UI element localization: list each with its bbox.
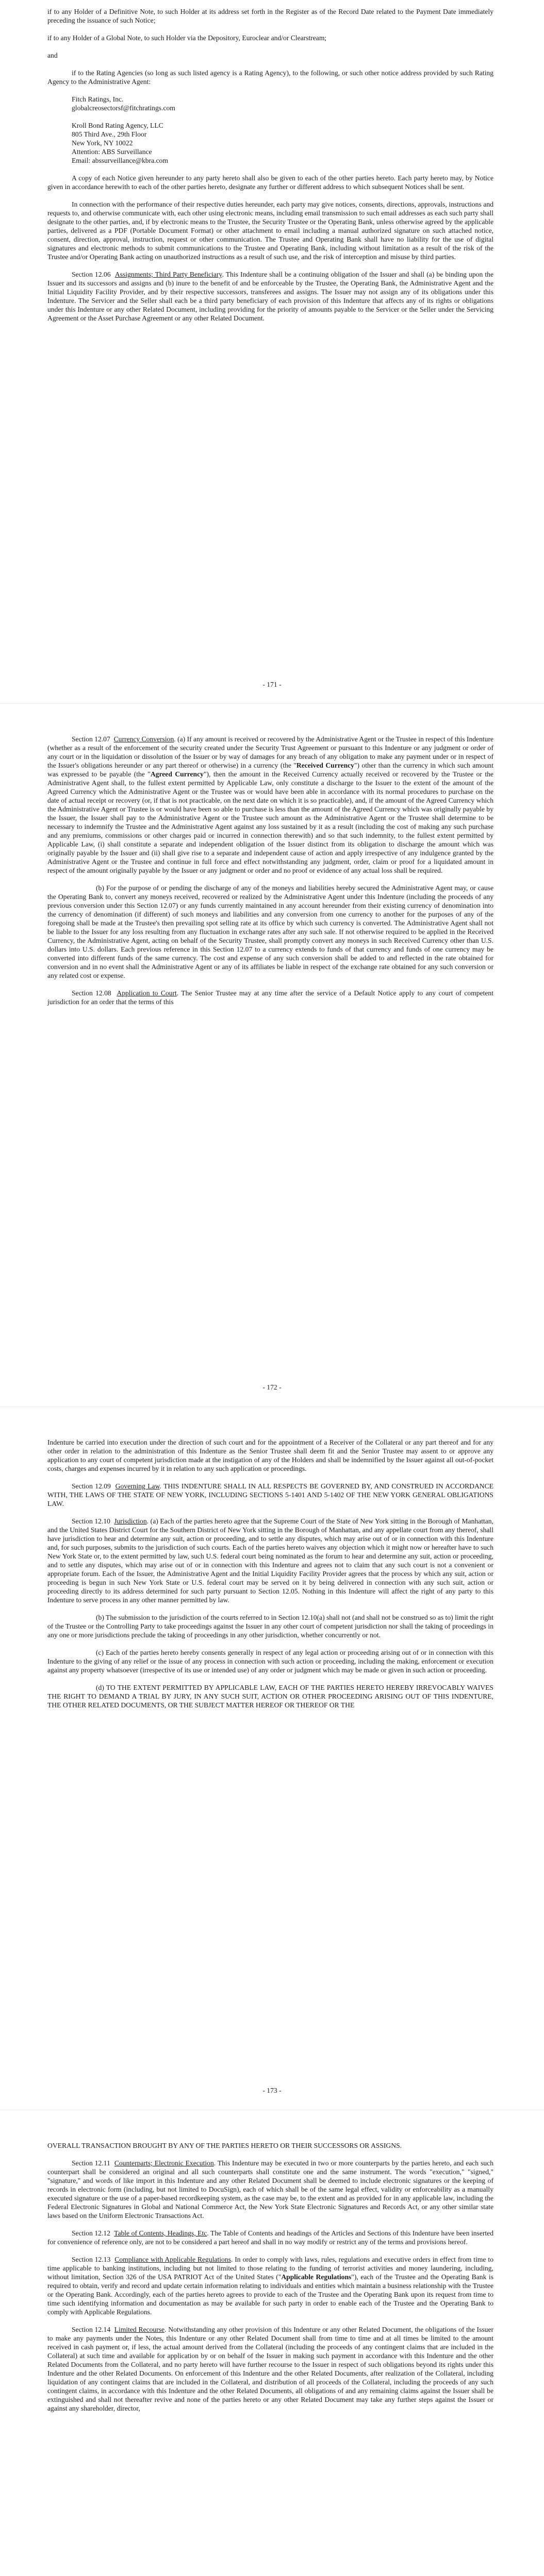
section-12-07 [47, 735, 493, 875]
section-body: "), then the amount in the Received Currency actually received or recovered by the Trustee or the Administrative Agent shall, to the fullest extent permitted by Applicable Law, only constitute a discharge to the Issuer to the extent of the amount of the Agreed Currency which the Administrative Agent or the Trustee was or would have been able in accordance with its normal procedures to purchase on the date of actual receipt or recovery (or, if that is not practicable, on the next date on which it is so practicable), and, if the amount of the Agreed Currency which the Administrative Agent or Trustee is or would have been so able to purchase is less than the amount of the Agreed Currency which was originally payable by the Issuer, the Issuer shall pay to the Administrative Agent or the Trustee such amount as the Administrative Agent or the Trustee shall determine to be necessary to indemnify the Trustee and the Administrative Agent against any loss sustained by it as a result (including the cost of making any such purchase and any premiums, commissions or other charges paid or incurred in connection therewith) and so that such indemnity, to the fullest extent permitted by Applicable Law, (i) shall constitute a separate and independent obligation of the Issuer distinct from its obligation to discharge the amount which was originally payable by the Issuer and (ii) shall give rise to a separate and independent cause of action and apply irrespective of any indulgence granted by the Administrative Agent or the Trustee and continue in full force and effect notwithstanding any judgment, order, claim or proof for a liquidated amount in respect of the amount originally payable by the Issuer or any judgment or order and no proof or evidence of any actual loss shall be required. [47, 770, 493, 874]
section-12-11 [47, 2159, 493, 2220]
section-12-10-b: (b) The submission to the jurisdiction of the courts referred to in Section 12.10(a) shall not (and shall not be construed so as to) limit the right of the Trustee or the Controlling Party to take proceedings against the Issuer in any other court of competent jurisdiction nor shall the taking of proceedings in any one or more jurisdictions preclude the taking of proceedings in any other jurisdiction, whether concurrently or not. [47, 1614, 493, 1639]
section-body: . The Table of Contents and headings of the Articles and Sections of this Indenture have been inserted for convenience of reference only, are not to be considered a part hereof and shall in no way modify or restrict any of the terms and provisions hereof. [47, 2229, 493, 2246]
section-body: . (a) Each of the parties hereto agree that the Supreme Court of the State of New York sitting in the Borough of Manhattan, and the United States District Court for the Southern District of New York sitting in the Borough of Manhattan, and any appellate court from any thereof, shall have jurisdiction to hear and determine any suit, action or proceeding, and to settle any disputes, which may arise out of or in connection with this Indenture and, for such purposes, submits to the jurisdiction of such courts. Each of the parties hereto waives any objection which it might now or hereafter have to such New York State or, to the extent permitted by law, such U.S. federal court being nominated as the forum to hear and determine any suit, action or proceeding, and to settle any disputes, which may arise out of or in connection with this Indenture and agrees not to claim that any such court is not a convenient or appropriate forum. Each of the Issuer, the Administrative Agent and the Initial Liquidity Facility Provider agrees that the process by which any suit, action or proceeding is begun in such New York State or U.S. federal court may be served on it by being delivered in connection with any such suit, action or proceeding directly to its address determined for such party pursuant to Section 12.05. Nothing in this Indenture will affect the right of any party to this Indenture to serve process in any other manner permitted by law. [47, 1517, 494, 1604]
address-email: globalcreosectorsf@fitchratings.com [72, 104, 175, 112]
section-heading: Table of Contents, Headings, Etc [114, 2229, 207, 2237]
section-heading: Compliance with Applicable Regulations [114, 2256, 231, 2263]
paragraph-continuation: Indenture be carried into execution under the direction of such court and for the appointment of a Receiver of the Collateral or any part thereof and for any other order in relation to the administration of this Indenture as the Senior Trustee shall deem fit and the Senior Trustee may assent to or approve any application to any court of competent jurisdiction made at the instigation of any of the Holders and shall be indemnified by the Issuer against all out-of-pocket costs, charges and expenses incurred by it in relation to any such application or proceedings. [47, 1438, 493, 1472]
section-number: Section 12.13 [72, 2256, 111, 2263]
section-number: Section 12.08 [72, 989, 111, 997]
section-number: Section 12.06 [72, 270, 111, 278]
section-number: Section 12.12 [72, 2229, 110, 2237]
notice-global-note: if to any Holder of a Global Note, to such Holder via the Depository, Euroclear and/or Clearstream; [47, 34, 327, 42]
section-number: Section 12.09 [72, 1482, 111, 1490]
address-kroll [47, 121, 493, 165]
section-body: "), each of the Trustee and the Operating Bank is required to obtain, verify and record and update certain information relating to individuals and entities which maintain a business relationship with the Trustee or the Operating Bank. Accordingly, each of the parties hereto agrees to provide to each of the Trustee and the Operating Bank upon its request from time to time such identifying information and documentation as may be available for such party in order to enable each of the Trustee and the Operating Bank to comply with Applicable Regulations. [47, 2273, 493, 2316]
section-body: . Notwithstanding any other provision of this Indenture or any other Related Document, the obligations of the Issuer to make any payments under the Notes, this Indenture or any other Related Document shall from time to time and at all times be limited to the amount received in cash payment or, if less, the actual amount derived from the Collateral (including the proceeds of any contingent claims that are included in the Collateral) at such time and available for application by or on behalf of the Issuer in making such payment in accordance with this Indenture and the other Related Documents from the Collateral, and no party hereto will have further recourse to the Issuer in respect of such obligations beyond its rights under this Indenture and the other Related Documents. On enforcement of this Indenture and the other Related Documents, after realization of the Collateral, including liquidation of any contingent claims that are included in the Collateral, and distribution of all proceeds of the Collateral, including the proceeds of any such contingent claims, in accordance with this Indenture and the other Related Documents, all obligations of and any remaining claims against the Issuer shall be extinguished and shall not thereafter revive and none of the parties hereto or any other Related Document may take any further steps against the Issuer or against any shareholder, director, [47, 2326, 494, 2412]
section-12-07-b: (b) For the purpose of or pending the discharge of any of the moneys and liabilities hereby secured the Administrative Agent may, or cause the Operating Bank to, convert any moneys received, recovered or realized by the Administrative Agent under this Indenture (including the proceeds of any previous conversion under this Section 12.07) or any funds currently maintained in any account hereunder from their existing currency of denomination into the currency of denomination (if different) of such moneys and liabilities and any conversion from one currency to another for the purposes of any of the foregoing shall be made at the Trustee's then prevailing spot selling rate at its office by which such currency is converted. The Administrative Agent shall not be liable to the Issuer for any loss resulting from any fluctuation in exchange rates after any such sale. If not otherwise required to be applied in the Received Currency, the Administrative Agent, acting on behalf of the Security Trustee, shall promptly convert any moneys in such Received Currency other than U.S. dollars into U.S. dollars. Each previous reference in this Section 12.07 to a currency extends to funds of that currency and funds of one currency may be converted into different funds of the same currency. The cost and expense of any such conversion shall be added to and reflected in the rate obtained for conversion and in no event shall the Administrative Agent or any of its affiliates be liable in respect of the exchange rate obtained for any such conversion or any related cost or expense. [47, 884, 493, 979]
address-line: Attention: ABS Surveillance [72, 148, 152, 156]
section-12-10-d: (d) TO THE EXTENT PERMITTED BY APPLICABLE LAW, EACH OF THE PARTIES HERETO HEREBY IRREVOCABLY WAIVES THE RIGHT TO DEMAND A TRIAL BY JURY, IN ANY SUCH SUIT, ACTION OR OTHER PROCEEDING ARISING OUT OF THIS INDENTURE, THE OTHER RELATED DOCUMENTS, OR THE SUBJECT MATTER HEREOF OR THEREOF OR THE [47, 1684, 493, 1709]
section-heading: Currency Conversion [113, 735, 174, 743]
defined-term: Agreed Currency [150, 770, 204, 778]
address-email: Email: abssurveillance@kbra.com [72, 157, 168, 164]
section-12-06 [47, 270, 493, 323]
address-line: 805 Third Ave., 29th Floor [72, 130, 147, 138]
section-number: Section 12.10 [72, 1517, 110, 1525]
defined-term: Applicable Regulations [281, 2273, 352, 2281]
section-12-08 [47, 989, 493, 1006]
page-171 [0, 0, 544, 703]
section-body: ") other than the currency in which such amount was expressed to be payable (the " [47, 761, 494, 778]
address-line: Kroll Bond Rating Agency, LLC [72, 122, 163, 129]
page-number: - 171 - [262, 681, 282, 688]
section-body: . This Indenture shall be a continuing obligation of the Issuer and shall (a) be binding upon the Issuer and its successors and assigns and (b) inure to the benefit of and be enforceable by the Trustee, the Operating Bank, the Administrative Agent and the Initial Liquidity Facility Provider, and by their respective successors, transferees and assigns. The Issuer may not assign any of its obligations under this Indenture. The Servicer and the Seller shall each be a third party beneficiary of each provision of this Indenture that affects any of its rights or obligations under this Indenture or any other Related Document, including providing for the priority of amounts payable to the Servicer or the Seller under the Servicing Agreement or the Asset Purchase Agreement or any other Related Document. [47, 270, 494, 322]
page-172 [0, 704, 544, 1406]
section-number: Section 12.14 [72, 2326, 111, 2333]
section-number: Section 12.11 [72, 2159, 110, 2167]
section-body: . In order to comply with laws, rules, regulations and executive orders in effect from time to time applicable to banking institutions, including but not limited to those relating to the funding of terrorist activities and money laundering, including, without limitation, Section 326 of the USA PATRIOT Act of the United States (" [47, 2256, 494, 2281]
defined-term: Received Currency [296, 761, 354, 769]
page-number: - 173 - [262, 2087, 282, 2094]
section-body: . (a) If any amount is received or recovered by the Administrative Agent or the Trustee in respect of this Indenture (whether as a result of the enforcement of the security created under the Security Trust Agreement or pursuant to this Indenture or any judgment or order of any court or in the liquidation or dissolution of the Issuer or by way of damages for any breach of any obligation to make any payment under or in respect of the Issuer's obligations hereunder or any part thereof or otherwise) in a currency (the " [47, 735, 494, 769]
conjunction-and: and [47, 52, 58, 59]
paragraph-continuation: OVERALL TRANSACTION BROUGHT BY ANY OF THE PARTIES HERETO OR THEIR SUCCESSORS OR ASSIGNS. [47, 2142, 402, 2149]
section-heading: Assignments; Third Party Beneficiary [114, 270, 222, 278]
paragraph-copy-notice: A copy of each Notice given hereunder to any party hereto shall also be given to each of the other parties hereto. Each party hereto may, by Notice given in accordance herewith to each of the other parties hereto, designate any further or different address to which subsequent Notices shall be sent. [47, 174, 493, 191]
notice-definitive-note: if to any Holder of a Definitive Note, to such Holder at its address set forth in the Register as of the Record Date related to the Payment Date immediately preceding the issuance of such Notice; [47, 8, 493, 24]
page-number: - 172 - [262, 1383, 282, 1391]
section-12-09 [47, 1482, 493, 1508]
section-body: . The Senior Trustee may at any time after the service of a Default Notice apply to any court of competent jurisdiction for an order that the terms of this [47, 989, 494, 1006]
section-heading: Governing Law [115, 1482, 160, 1490]
section-heading: Limited Recourse [114, 2326, 165, 2333]
section-12-12 [47, 2229, 493, 2246]
section-12-10 [47, 1517, 493, 1604]
section-12-13 [47, 2255, 493, 2316]
section-heading: Counterparts; Electronic Execution [114, 2159, 214, 2167]
address-fitch [47, 95, 493, 112]
section-heading: Jurisdiction [114, 1517, 147, 1525]
section-heading: Application to Court [117, 989, 177, 997]
page-174 [0, 2110, 544, 2576]
section-12-10-c: (c) Each of the parties hereto hereby consents generally in respect of any legal action or proceeding arising out of or in connection with this Indenture to the giving of any relief or the issue of any process in connection with such action or proceeding, including the making, enforcement or execution against any property whatsoever (irrespective of its use or intended use) of any order or judgment which may be made or given in such action or proceeding. [47, 1649, 493, 1674]
section-body: . THIS INDENTURE SHALL IN ALL RESPECTS BE GOVERNED BY, AND CONSTRUED IN ACCORDANCE WITH, THE LAWS OF THE STATE OF NEW YORK, INCLUDING SECTIONS 5-1401 AND 5-1402 OF THE NEW YORK GENERAL OBLIGATIONS LAW. [47, 1482, 493, 1507]
address-line: New York, NY 10022 [72, 139, 133, 147]
section-12-14 [47, 2325, 493, 2413]
page-173 [0, 1407, 544, 2110]
section-body: . This Indenture may be executed in two or more counterparts by the parties hereto, and each such counterpart shall be considered an original and all such counterparts shall constitute one and the same instrument. The words "execution," "signed," "signature," and words of like import in this Indenture and any other Related Document shall be deemed to include electronic signatures or the keeping of records in electronic form (including, but not limited to DocuSign), each of which shall be of the same legal effect, validity or enforceability as a manually executed signature or the use of a paper-based recordkeeping system, as the case may be, to the extent and as provided for in any applicable law, including the Federal Electronic Signatures in Global and National Commerce Act, the New York State Electronic Signatures and Records Act, or any other similar state laws based on the Uniform Electronic Transactions Act. [47, 2159, 493, 2219]
address-line: Fitch Ratings, Inc. [72, 95, 124, 103]
section-number: Section 12.07 [72, 735, 110, 743]
notice-rating-agencies: if to the Rating Agencies (so long as such listed agency is a Rating Agency), to the following, or such other notice address provided by such Rating Agency to the Administrative Agent: [47, 69, 493, 86]
paragraph-electronic-communications: In connection with the performance of their respective duties hereunder, each party may give notices, consents, directions, approvals, instructions and requests to, and otherwise communicate with, each other using electronic means, including email transmission to such email addresses as each such party shall designate to the other parties, and, if by electronic means to the Trustee, the Security Trustee or the Operating Bank, unless otherwise agreed by the applicable parties, delivered as a PDF (Portable Document Format) or other attachment to email including a manual authorized signature on such attached notice, consent, direction, approval, instruction, request or other communication. The Trustee and Operating Bank shall have no liability for the use of digital signatures and electronic methods to submit communications to the Trustee and Operating Bank, including without limitation as a result of the risk of the Trustee and/or Operating Bank acting on unauthorized instructions as a result of such use, and the risk of interception and misuse by third parties. [47, 200, 493, 261]
